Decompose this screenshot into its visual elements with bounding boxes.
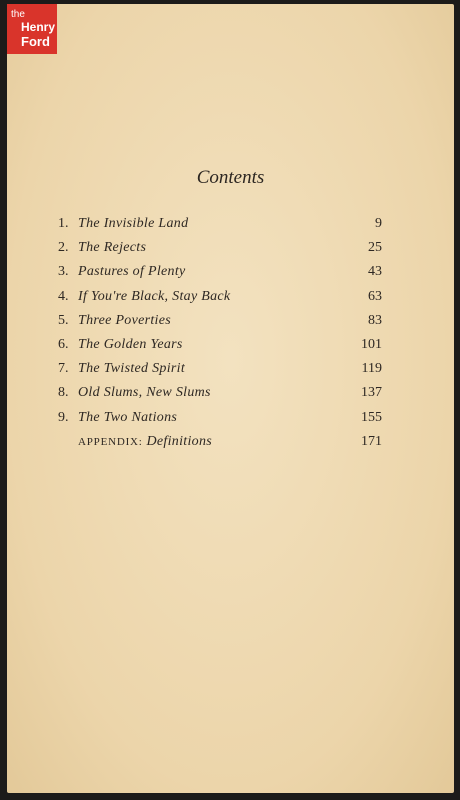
entry-number: 1. [58, 216, 69, 231]
entry-page: 43 [368, 264, 382, 280]
entry-page: 63 [368, 288, 382, 304]
page-title: Contents [196, 167, 265, 188]
logo-ford: Ford [21, 34, 50, 49]
entry-number: 8. [58, 385, 69, 401]
entry-title: Old Slums, New Slums [78, 385, 211, 401]
entry-page: 171 [361, 433, 382, 449]
toc-entry-9 [58, 410, 382, 434]
entry-number: 9. [58, 409, 69, 425]
entry-title: The Two Nations [78, 409, 178, 425]
toc-entry-appendix [58, 434, 382, 458]
entry-title: Three Poverties [78, 312, 172, 328]
entry-page: 25 [368, 240, 382, 256]
toc-entry-7 [58, 361, 382, 385]
logo-henry: Henry [21, 20, 56, 34]
entry-title: The Rejects [78, 240, 147, 256]
table-of-contents [58, 216, 382, 458]
appendix-title: Definitions [146, 433, 212, 449]
toc-entry-3 [58, 264, 382, 288]
entry-page: 9 [375, 216, 382, 231]
entry-page: 83 [368, 312, 382, 328]
entry-number: 4. [58, 288, 69, 304]
appendix-label: APPENDIX: [78, 435, 143, 448]
entry-title: Pastures of Plenty [78, 264, 186, 280]
toc-entry-4 [58, 289, 382, 313]
entry-number: 6. [58, 336, 69, 352]
toc-entry-2 [58, 240, 382, 264]
entry-number: 5. [58, 312, 69, 328]
appendix-entry [78, 434, 212, 450]
entry-number: 7. [58, 361, 69, 377]
entry-page: 119 [361, 361, 382, 377]
entry-number: 2. [58, 240, 69, 256]
henry-ford-logo [7, 4, 57, 54]
book-page [7, 4, 454, 793]
entry-number: 3. [58, 264, 69, 280]
entry-page: 137 [361, 385, 382, 401]
entry-page: 155 [361, 409, 382, 425]
logo-the: the [11, 9, 25, 20]
entry-title: If You're Black, Stay Back [78, 288, 231, 304]
toc-entry-8 [58, 385, 382, 409]
entry-title: The Golden Years [78, 336, 183, 352]
toc-entry-1 [58, 216, 382, 240]
entry-page: 101 [361, 336, 382, 352]
entry-title: The Invisible Land [78, 216, 189, 231]
toc-entry-5 [58, 313, 382, 337]
toc-entry-6 [58, 337, 382, 361]
entry-title: The Twisted Spirit [78, 361, 186, 377]
